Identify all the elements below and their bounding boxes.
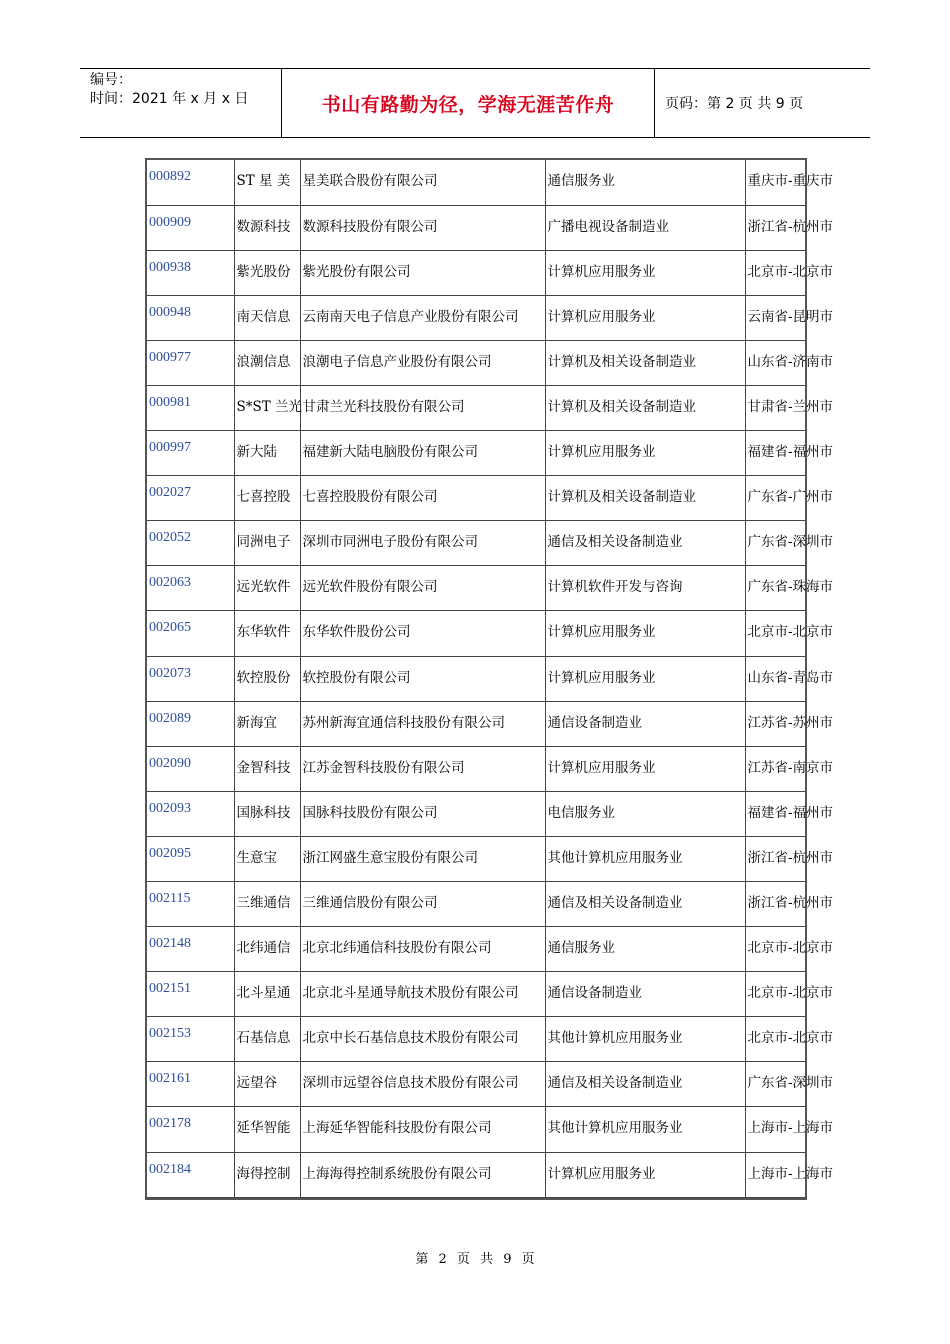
region-cell: 浙江省-杭州市 (745, 836, 805, 881)
industry-cell: 广播电视设备制造业 (545, 205, 745, 250)
company-name-cell: 上海海得控制系统股份有限公司 (300, 1152, 545, 1197)
region-cell: 江苏省-南京市 (745, 746, 805, 791)
short-name-cell: 东华软件 (234, 611, 300, 656)
table-row (147, 882, 805, 927)
table-row (147, 160, 805, 205)
region-cell: 甘肃省-兰州市 (745, 385, 805, 430)
stock-code-cell[interactable]: 002093 (147, 791, 234, 836)
industry-cell: 计算机应用服务业 (545, 431, 745, 476)
industry-cell: 其他计算机应用服务业 (545, 1107, 745, 1152)
short-name-cell: 金智科技 (234, 746, 300, 791)
company-name-cell: 苏州新海宜通信科技股份有限公司 (300, 701, 545, 746)
table-row (147, 836, 805, 881)
short-name-cell: 软控股份 (234, 656, 300, 701)
company-name-cell: 东华软件股份公司 (300, 611, 545, 656)
region-cell: 浙江省-杭州市 (745, 205, 805, 250)
stock-code-cell[interactable]: 002073 (147, 656, 234, 701)
short-name-cell: 南天信息 (234, 295, 300, 340)
industry-cell: 其他计算机应用服务业 (545, 836, 745, 881)
region-cell: 北京市-北京市 (745, 250, 805, 295)
company-name-cell: 甘肃兰光科技股份有限公司 (300, 385, 545, 430)
short-name-cell: S*ST 兰光 (234, 385, 300, 430)
short-name-cell: ST 星 美 (234, 160, 300, 205)
table-row (147, 250, 805, 295)
short-name-cell: 数源科技 (234, 205, 300, 250)
industry-cell: 计算机及相关设备制造业 (545, 476, 745, 521)
table-row (147, 566, 805, 611)
short-name-cell: 海得控制 (234, 1152, 300, 1197)
company-name-cell: 上海延华智能科技股份有限公司 (300, 1107, 545, 1152)
table-row (147, 611, 805, 656)
stock-code-cell[interactable]: 000981 (147, 385, 234, 430)
table-row (147, 791, 805, 836)
company-name-cell: 深圳市远望谷信息技术股份有限公司 (300, 1062, 545, 1107)
stock-code-cell[interactable]: 002153 (147, 1017, 234, 1062)
company-table (147, 160, 834, 1198)
region-cell: 北京市-北京市 (745, 972, 805, 1017)
stock-code-cell[interactable]: 000948 (147, 295, 234, 340)
industry-cell: 其他计算机应用服务业 (545, 1017, 745, 1062)
header-motto-cell (282, 69, 655, 137)
company-name-cell: 浪潮电子信息产业股份有限公司 (300, 340, 545, 385)
motto-text: 书山有路勤为径，学海无涯苦作舟 (321, 93, 615, 116)
industry-cell: 通信及相关设备制造业 (545, 882, 745, 927)
region-cell: 广东省-深圳市 (745, 521, 805, 566)
stock-code-cell[interactable]: 002161 (147, 1062, 234, 1107)
stock-code-cell[interactable]: 000997 (147, 431, 234, 476)
short-name-cell: 远望谷 (234, 1062, 300, 1107)
number-label: 编号： (90, 72, 132, 88)
industry-cell: 通信服务业 (545, 160, 745, 205)
short-name-cell: 北纬通信 (234, 927, 300, 972)
header-page-info-cell (655, 69, 870, 137)
industry-cell: 计算机及相关设备制造业 (545, 340, 745, 385)
company-table-body (147, 160, 834, 1197)
short-name-cell: 紫光股份 (234, 250, 300, 295)
stock-code-cell[interactable]: 002090 (147, 746, 234, 791)
short-name-cell: 延华智能 (234, 1107, 300, 1152)
table-row (147, 1107, 805, 1152)
region-cell: 浙江省-杭州市 (745, 882, 805, 927)
page-info: 页码：第 2 页 共 9 页 (665, 96, 804, 112)
stock-code-cell[interactable]: 002065 (147, 611, 234, 656)
industry-cell: 通信及相关设备制造业 (545, 521, 745, 566)
company-name-cell: 星美联合股份有限公司 (300, 160, 545, 205)
company-name-cell: 七喜控股股份有限公司 (300, 476, 545, 521)
region-cell: 上海市-上海市 (745, 1107, 805, 1152)
short-name-cell: 新大陆 (234, 431, 300, 476)
company-name-cell: 北京北纬通信科技股份有限公司 (300, 927, 545, 972)
table-row (147, 205, 805, 250)
region-cell: 上海市-上海市 (745, 1152, 805, 1197)
short-name-cell: 七喜控股 (234, 476, 300, 521)
company-table-frame (145, 158, 834, 1200)
company-name-cell: 三维通信股份有限公司 (300, 882, 545, 927)
company-name-cell: 数源科技股份有限公司 (300, 205, 545, 250)
table-row (147, 385, 805, 430)
table-row (147, 521, 805, 566)
time-label: 时间：2021 年 x 月 x 日 (90, 91, 249, 107)
page-footer: 第 2 页 共 9 页 (415, 1252, 535, 1267)
table-row (147, 972, 805, 1017)
industry-cell: 计算机应用服务业 (545, 295, 745, 340)
table-row (147, 1062, 805, 1107)
table-row (147, 431, 805, 476)
company-name-cell: 紫光股份有限公司 (300, 250, 545, 295)
region-cell: 福建省-福州市 (745, 791, 805, 836)
company-name-cell: 云南南天电子信息产业股份有限公司 (300, 295, 545, 340)
region-cell: 山东省-青岛市 (745, 656, 805, 701)
stock-code-cell[interactable]: 000892 (147, 160, 234, 205)
table-row (147, 746, 805, 791)
region-cell: 云南省-昆明市 (745, 295, 805, 340)
industry-cell: 计算机应用服务业 (545, 611, 745, 656)
table-row (147, 1017, 805, 1062)
stock-code-cell[interactable]: 002027 (147, 476, 234, 521)
company-name-cell: 福建新大陆电脑股份有限公司 (300, 431, 545, 476)
company-name-cell: 国脉科技股份有限公司 (300, 791, 545, 836)
industry-cell: 通信服务业 (545, 927, 745, 972)
stock-code-cell[interactable]: 000938 (147, 250, 234, 295)
company-name-cell: 软控股份有限公司 (300, 656, 545, 701)
short-name-cell: 浪潮信息 (234, 340, 300, 385)
region-cell: 北京市-北京市 (745, 927, 805, 972)
industry-cell: 通信设备制造业 (545, 701, 745, 746)
stock-code-cell[interactable]: 002095 (147, 836, 234, 881)
table-row (147, 1152, 805, 1197)
stock-code-cell[interactable]: 002115 (147, 882, 234, 927)
industry-cell: 计算机应用服务业 (545, 1152, 745, 1197)
industry-cell: 电信服务业 (545, 791, 745, 836)
stock-code-cell[interactable]: 002052 (147, 521, 234, 566)
industry-cell: 计算机及相关设备制造业 (545, 385, 745, 430)
industry-cell: 通信及相关设备制造业 (545, 1062, 745, 1107)
region-cell: 广东省-广州市 (745, 476, 805, 521)
company-name-cell: 北京中长石基信息技术股份有限公司 (300, 1017, 545, 1062)
region-cell: 广东省-深圳市 (745, 1062, 805, 1107)
stock-code-cell[interactable]: 002063 (147, 566, 234, 611)
table-row (147, 476, 805, 521)
company-name-cell: 北京北斗星通导航技术股份有限公司 (300, 972, 545, 1017)
table-row (147, 701, 805, 746)
short-name-cell: 石基信息 (234, 1017, 300, 1062)
short-name-cell: 国脉科技 (234, 791, 300, 836)
short-name-cell: 同洲电子 (234, 521, 300, 566)
region-cell: 江苏省-苏州市 (745, 701, 805, 746)
page-header (80, 68, 870, 138)
company-name-cell: 江苏金智科技股份有限公司 (300, 746, 545, 791)
region-cell: 福建省-福州市 (745, 431, 805, 476)
short-name-cell: 三维通信 (234, 882, 300, 927)
industry-cell: 计算机应用服务业 (545, 656, 745, 701)
table-row (147, 340, 805, 385)
stock-code-cell[interactable]: 002184 (147, 1152, 234, 1197)
table-row (147, 927, 805, 972)
stock-code-cell[interactable]: 002178 (147, 1107, 234, 1152)
stock-code-cell[interactable]: 002089 (147, 701, 234, 746)
industry-cell: 通信设备制造业 (545, 972, 745, 1017)
header-meta (80, 69, 282, 137)
industry-cell: 计算机应用服务业 (545, 746, 745, 791)
short-name-cell: 北斗星通 (234, 972, 300, 1017)
table-row (147, 656, 805, 701)
region-cell: 重庆市-重庆市 (745, 160, 805, 205)
region-cell: 北京市-北京市 (745, 611, 805, 656)
table-row (147, 295, 805, 340)
industry-cell: 计算机应用服务业 (545, 250, 745, 295)
region-cell: 北京市-北京市 (745, 1017, 805, 1062)
stock-code-cell[interactable]: 000909 (147, 205, 234, 250)
region-cell: 广东省-珠海市 (745, 566, 805, 611)
region-cell: 山东省-济南市 (745, 340, 805, 385)
industry-cell: 计算机软件开发与咨询 (545, 566, 745, 611)
stock-code-cell[interactable]: 002151 (147, 972, 234, 1017)
short-name-cell: 生意宝 (234, 836, 300, 881)
company-name-cell: 远光软件股份有限公司 (300, 566, 545, 611)
company-name-cell: 深圳市同洲电子股份有限公司 (300, 521, 545, 566)
short-name-cell: 远光软件 (234, 566, 300, 611)
company-name-cell: 浙江网盛生意宝股份有限公司 (300, 836, 545, 881)
short-name-cell: 新海宜 (234, 701, 300, 746)
stock-code-cell[interactable]: 000977 (147, 340, 234, 385)
stock-code-cell[interactable]: 002148 (147, 927, 234, 972)
